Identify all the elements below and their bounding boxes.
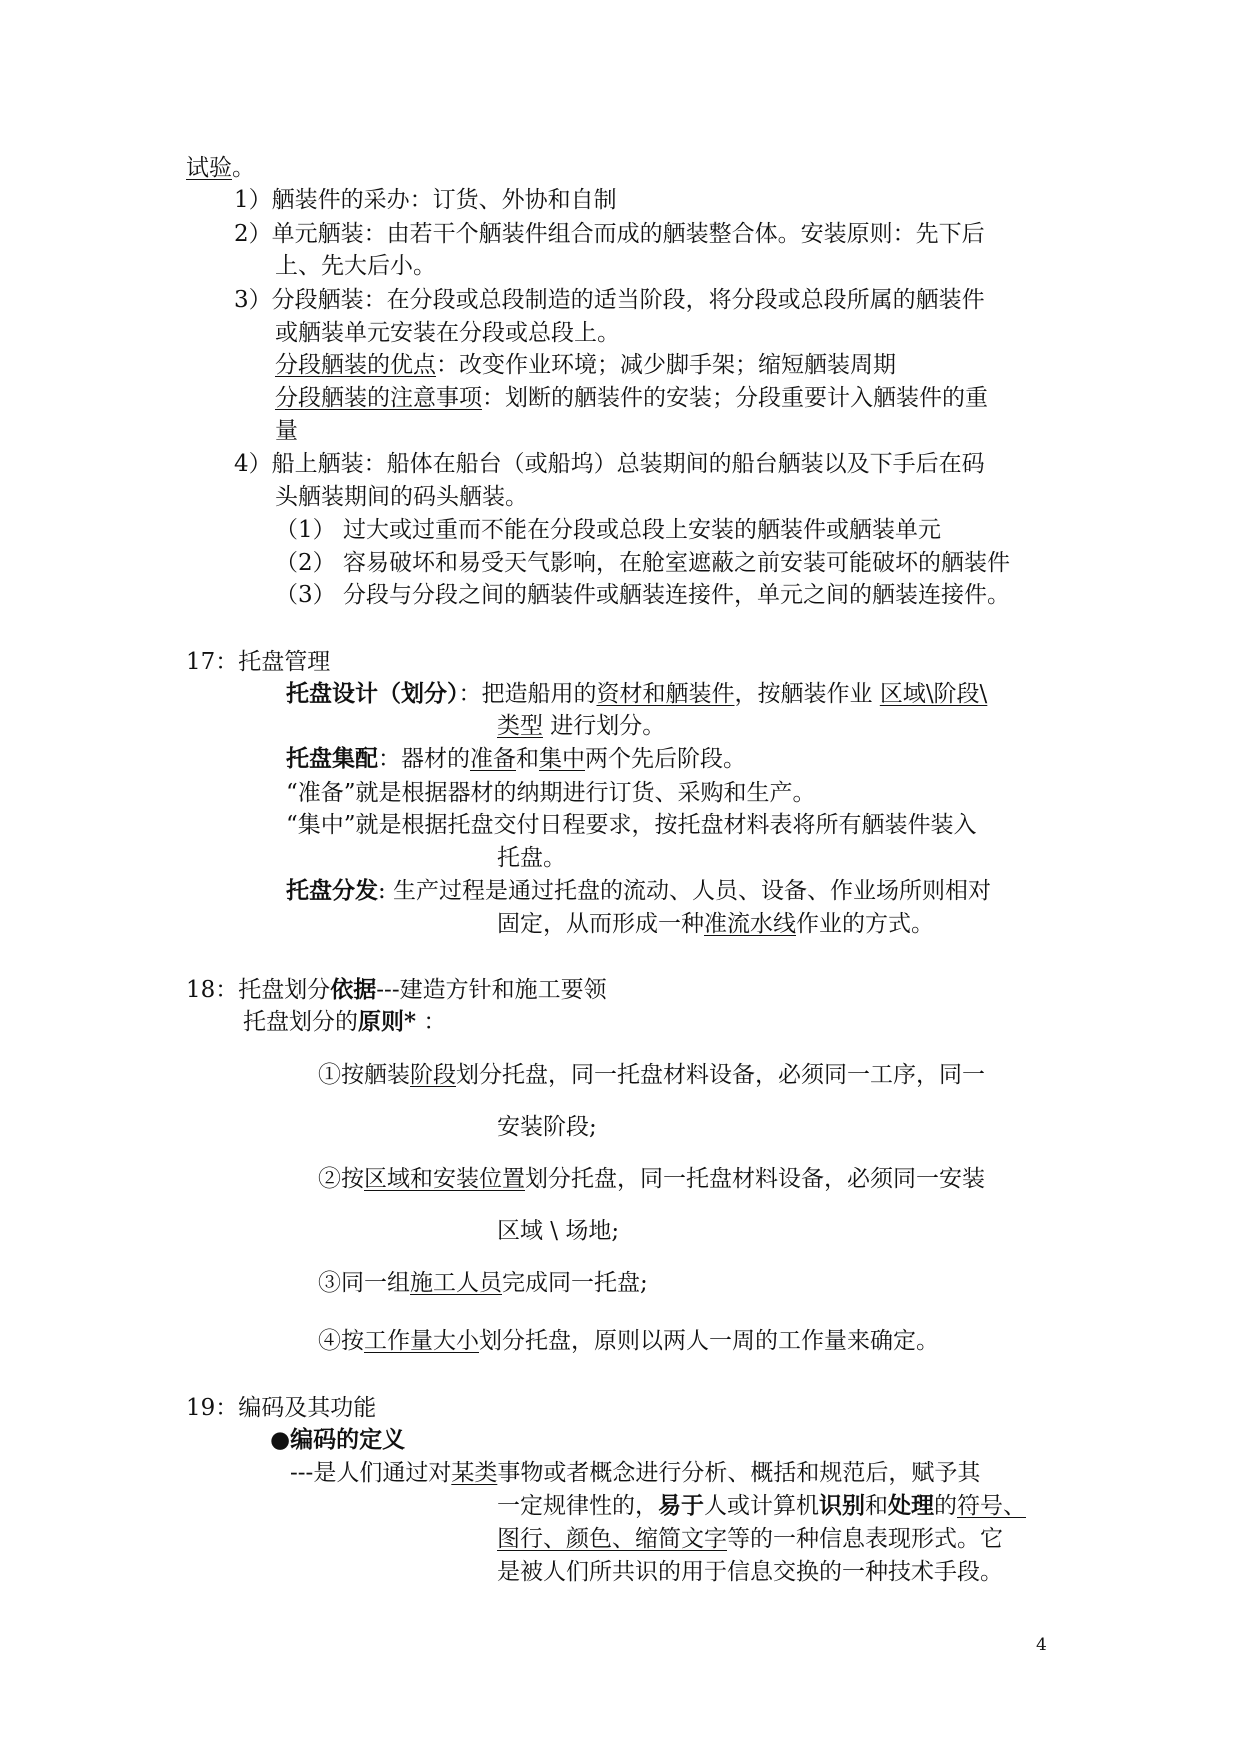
text-segment: ---建造方针和施工要领 (376, 977, 607, 1003)
text-line (275, 318, 620, 348)
underlined-text: 类型 (497, 713, 543, 739)
underlined-text: 分段舾装的注意事项 (275, 385, 482, 411)
list-item (234, 449, 985, 479)
text-line (243, 1007, 446, 1037)
text-line (497, 909, 934, 939)
text-line (497, 1491, 1026, 1521)
text-segment: 18：托盘划分 (186, 977, 331, 1003)
text-segment: 完成同一托盘; (502, 1270, 648, 1296)
bold-text: ●编码的定义 (270, 1426, 406, 1453)
text-segment: 。 (232, 155, 255, 181)
underlined-text: 某类 (451, 1460, 498, 1486)
text-segment: 的 (934, 1493, 957, 1519)
text-segment: 1）舾装件的采办：订货、外协和自制 (234, 187, 617, 213)
bold-text: 易于 (658, 1492, 704, 1519)
text-line (497, 1524, 1003, 1554)
text-segment: 区域 \ 场地; (497, 1218, 620, 1244)
underlined-text: 符号、 (957, 1493, 1026, 1519)
bold-text: 托盘设计（划分） (286, 680, 459, 707)
bold-text: 处理 (888, 1492, 934, 1519)
text-segment: ： (416, 1009, 447, 1035)
text-segment: 安装阶段; (497, 1114, 597, 1140)
list-item (318, 1326, 939, 1356)
subheading (270, 1425, 405, 1455)
text-segment: ④按 (318, 1328, 364, 1354)
underlined-text: 区域和安装位置 (364, 1166, 525, 1192)
underlined-text: 试验 (186, 155, 232, 181)
text-segment: 是被人们所共识的用于信息交换的一种技术手段。 (497, 1559, 1003, 1585)
text-segment: ：器材的 (378, 746, 470, 772)
text-segment: : 生产过程是通过托盘的流动、人员、设备、作业场所则相对 (378, 878, 992, 904)
text-line (275, 416, 298, 446)
text-line (290, 1458, 980, 1488)
list-item (318, 1164, 985, 1194)
text-line (286, 810, 977, 840)
text-line (286, 679, 987, 709)
text-segment: 和 (516, 746, 539, 772)
bold-text: 依据 (330, 976, 377, 1003)
text-segment: （3） 分段与分段之间的舾装件或舾装连接件，单元之间的舾装连接件。 (275, 582, 1010, 608)
text-segment: 等的一种信息表现形式。它 (727, 1526, 1003, 1552)
text-segment: 17：托盘管理 (186, 649, 331, 675)
text-segment: 托盘。 (497, 845, 566, 871)
text-segment: （1） 过大或过重而不能在分段或总段上安装的舾装件或舾装单元 (275, 517, 941, 543)
text-line (286, 778, 816, 808)
text-line (186, 153, 255, 183)
text-segment: 2）单元舾装：由若干个舾装件组合而成的舾装整合体。安装原则：先下后 (234, 221, 985, 247)
underlined-text: 施工人员 (410, 1270, 502, 1296)
underlined-text: 资材和舾装件 (596, 681, 735, 707)
text-segment: 划分托盘，同一托盘材料设备，必须同一工序，同一 (456, 1062, 985, 1088)
text-segment: 或舾装单元安装在分段或总段上。 (275, 320, 620, 346)
text-segment: ②按 (318, 1166, 364, 1192)
text-segment: ③同一组 (318, 1270, 410, 1296)
text-segment: 上、先大后小。 (275, 253, 436, 279)
text-segment: “集中”就是根据托盘交付日程要求，按托盘材料表将所有舾装件装入 (286, 812, 977, 838)
underlined-text: 工作量大小 (364, 1328, 479, 1354)
text-line (286, 744, 746, 774)
section-heading (186, 975, 607, 1005)
text-segment: 划分托盘，原则以两人一周的工作量来确定。 (479, 1328, 939, 1354)
text-segment: 划分托盘，同一托盘材料设备，必须同一安装 (525, 1166, 985, 1192)
sub-list-item (275, 515, 941, 545)
text-segment: 事物或者概念进行分析、概括和规范后，赋予其 (497, 1460, 981, 1486)
bold-text: 托盘集配 (286, 745, 378, 772)
underlined-text: 阶段 (410, 1062, 456, 1088)
list-item (234, 285, 985, 315)
section-heading (186, 1393, 376, 1423)
text-line (275, 383, 988, 413)
text-line (497, 1557, 1003, 1587)
underlined-text: 分段舾装的优点 (275, 352, 436, 378)
text-line (497, 711, 665, 741)
text-segment: （2） 容易破坏和易受天气影响，在舱室遮蔽之前安装可能破坏的舾装件 (275, 550, 1010, 576)
text-segment: 两个先后阶段。 (585, 746, 746, 772)
text-segment: ：划断的舾装件的安装；分段重要计入舾装件的重 (482, 385, 988, 411)
bold-text: 识别 (819, 1492, 865, 1519)
text-segment: ：把造船用的 (458, 681, 597, 707)
text-segment: 作业的方式。 (796, 911, 934, 937)
text-segment: 19：编码及其功能 (186, 1395, 377, 1421)
text-segment: 进行划分。 (543, 713, 666, 739)
underlined-text: 准流水线 (704, 911, 796, 937)
text-segment: “准备”就是根据器材的纳期进行订货、采购和生产。 (286, 780, 816, 806)
text-segment: ---是人们通过对 (290, 1460, 452, 1486)
text-line (497, 1216, 619, 1246)
text-segment: 托盘划分的 (243, 1009, 358, 1035)
text-segment: ，按舾装作业 (734, 681, 880, 707)
list-item (318, 1060, 985, 1090)
sub-list-item (275, 580, 1010, 610)
text-line (286, 876, 991, 906)
text-line (275, 350, 896, 380)
underlined-text: 集中 (539, 746, 585, 772)
section-heading (186, 647, 330, 677)
text-line (275, 482, 528, 512)
text-segment: 量 (275, 418, 298, 444)
list-item (234, 185, 617, 215)
underlined-text: 区域\阶段\ (879, 681, 988, 707)
sub-list-item (275, 548, 1010, 578)
text-segment: ：改变作业环境；减少脚手架；缩短舾装周期 (436, 352, 896, 378)
text-segment: 3）分段舾装：在分段或总段制造的适当阶段，将分段或总段所属的舾装件 (234, 287, 985, 313)
list-item (234, 219, 985, 249)
text-segment: 和 (865, 1493, 888, 1519)
text-segment: 头舾装期间的码头舾装。 (275, 484, 528, 510)
text-line (275, 251, 436, 281)
text-segment: ①按舾装 (318, 1062, 410, 1088)
underlined-text: 图行、颜色、缩简文字 (497, 1526, 727, 1552)
text-line (497, 1112, 597, 1142)
text-segment: 固定，从而形成一种 (497, 911, 704, 937)
text-segment: 4）船上舾装：船体在船台（或船坞）总装期间的船台舾装以及下手后在码 (234, 451, 985, 477)
text-segment: 一定规律性的， (497, 1493, 658, 1519)
bold-text: 托盘分发 (286, 877, 378, 904)
bold-text: 原则* (358, 1008, 417, 1035)
page-number: 4 (1036, 1635, 1047, 1655)
text-line (497, 843, 566, 873)
text-segment: 人或计算机 (704, 1493, 819, 1519)
list-item (318, 1268, 648, 1298)
underlined-text: 准备 (470, 746, 516, 772)
